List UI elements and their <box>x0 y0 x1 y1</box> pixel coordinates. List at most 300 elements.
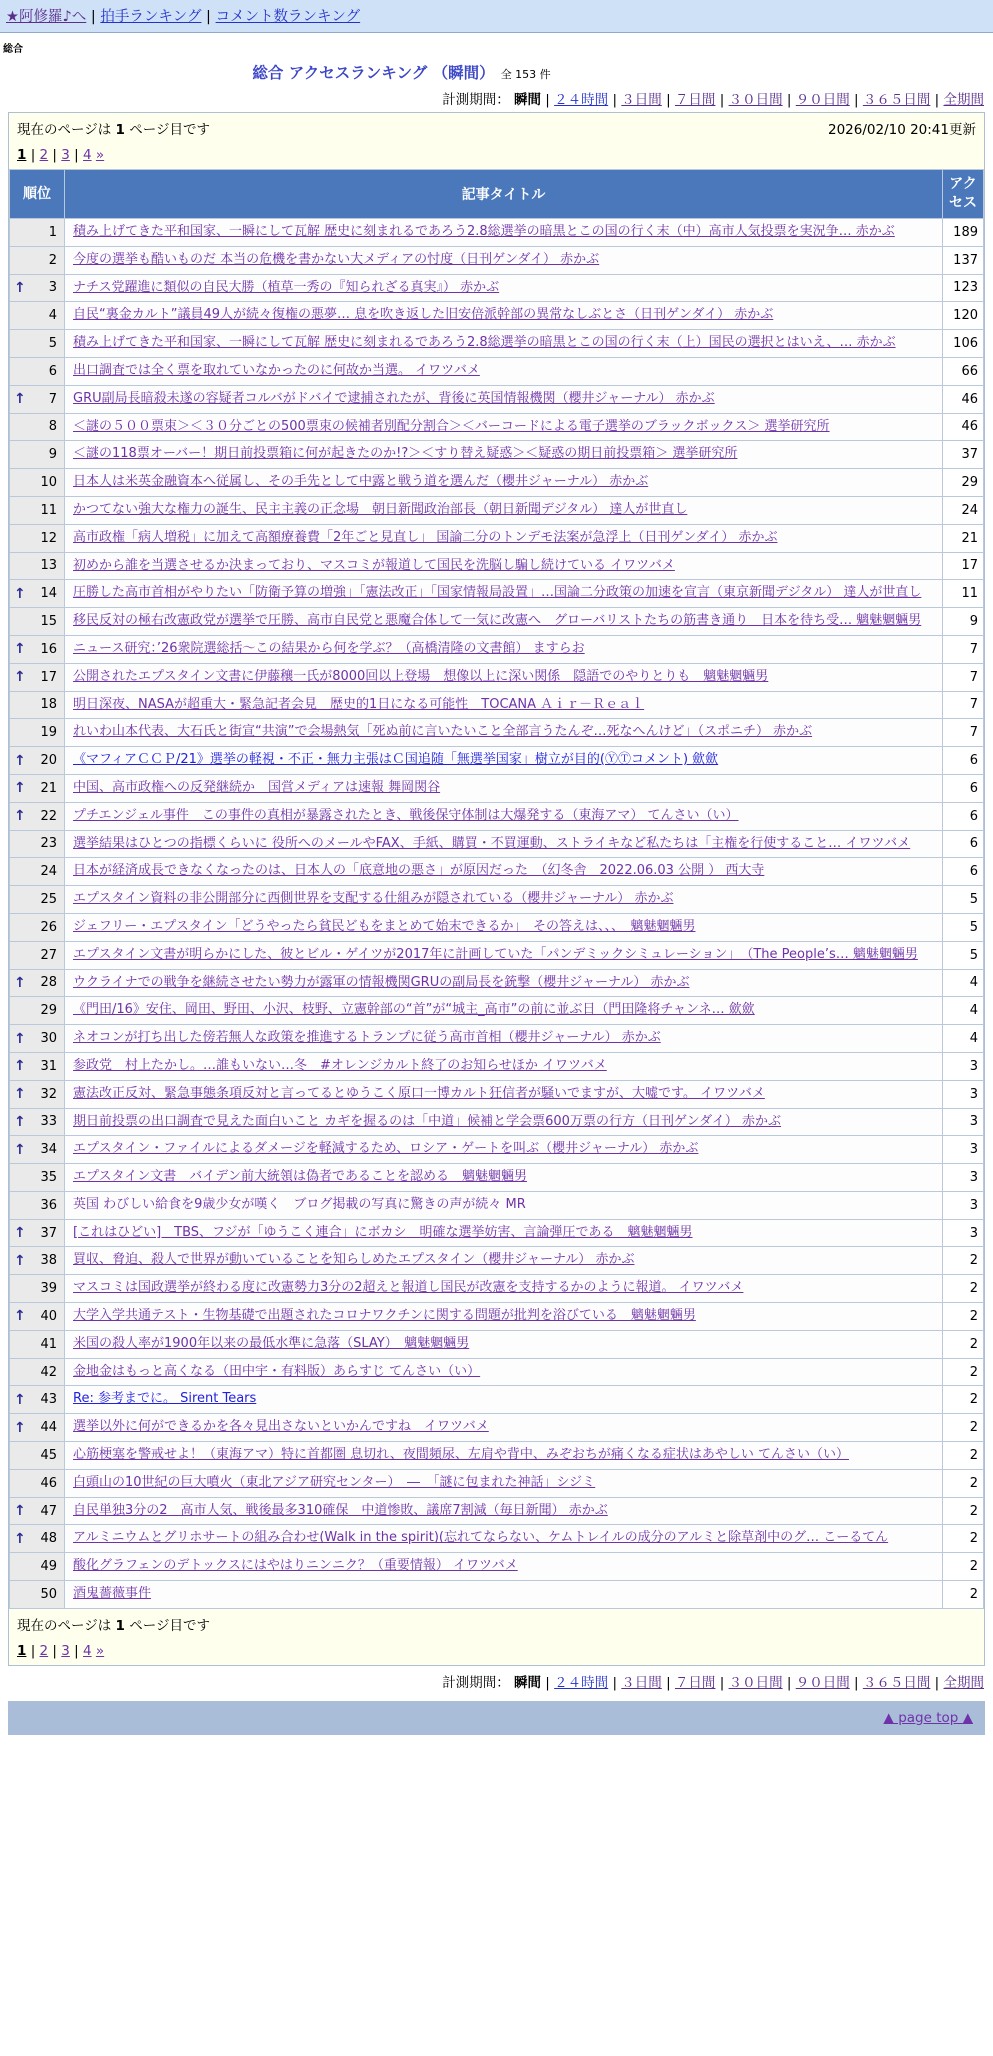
article-link[interactable]: 憲法改正反対、緊急事態条項反対と言ってるとゆうこく原口一博カルト狂信者が騒いでますが、大嘘です。 イワツバメ <box>73 1085 765 1101</box>
access-count: 6 <box>943 858 984 886</box>
rank-cell <box>10 1164 65 1192</box>
rank-cell <box>10 1553 65 1581</box>
article-link[interactable]: アルミニウムとグリホサートの組み合わせ(Walk in the spirit)(忘れてならない、ケムトレイルの成分のアルミと除草剤中のグ… こーるてん <box>73 1530 889 1546</box>
table-row <box>10 385 984 413</box>
table-row <box>10 1080 984 1108</box>
pagination-next[interactable]: » <box>95 147 105 163</box>
article-link[interactable]: エプスタイン文書 バイデン前大統領は偽者であることを認める 魑魅魍魎男 <box>73 1169 527 1185</box>
rank-number: 34 <box>40 1142 57 1158</box>
separator: | <box>782 1674 796 1691</box>
article-link[interactable]: ニュース研究：’26衆院選総括～この結果から何を学ぶ？（高橋清隆の文書館） ますらお <box>73 640 585 656</box>
article-link[interactable]: 出口調査では全く票を取れていなかったのに何故か当選。 イワツバメ <box>73 362 480 378</box>
rank-up-icon: ↑ <box>14 1058 26 1075</box>
rank-cell <box>10 385 65 413</box>
period-link-6[interactable]: ３６５日間 <box>862 92 931 108</box>
access-count: 4 <box>943 969 984 997</box>
rank-up-icon: ↑ <box>14 1391 26 1408</box>
rank-number: 25 <box>40 892 57 908</box>
rank-number: 23 <box>40 836 57 852</box>
rank-cell <box>10 635 65 663</box>
table-row <box>10 1108 984 1136</box>
article-link[interactable]: 白頭山の10世紀の巨大噴火（東北アジア研究センター） ― 「謎に包まれた神話」シジミ <box>73 1474 596 1490</box>
article-link[interactable]: 米国の殺人率が1900年以来の最低水準に急落（SLAY） 魑魅魍魎男 <box>73 1335 470 1351</box>
article-link[interactable]: 選挙結果はひとつの指標くらいに 役所へのメールやFAX、手紙、購買・不買運動、ストライキなど私たちは「主権を行使すること… イワツバメ <box>73 835 911 851</box>
rank-number: 28 <box>40 975 57 991</box>
separator: | <box>69 147 84 163</box>
table-row <box>10 524 984 552</box>
rank-number: 11 <box>40 502 57 518</box>
table-row <box>10 357 984 385</box>
article-title-cell <box>65 1191 943 1219</box>
table-row <box>10 858 984 886</box>
article-link[interactable]: ネオコンが打ち出した傍若無人な政策を推進するトランプに従う高市首相（櫻井ジャーナル） 赤かぶ <box>73 1030 661 1046</box>
article-link[interactable]: 日本人は米英金融資本へ従属し、その手先として中露と戦う道を選んだ（櫻井ジャーナル） 赤かぶ <box>73 474 649 490</box>
table-row <box>10 302 984 330</box>
article-link[interactable]: 自民“裏金カルト”議員49人が続々復権の悪夢… 息を吹き返した旧安倍派幹部の異常なしぶとさ（日刊ゲンダイ） 赤かぶ <box>73 307 774 323</box>
access-count: 4 <box>943 1025 984 1053</box>
article-title-cell <box>65 580 943 608</box>
article-link[interactable]: エプスタイン資料の非公開部分に西側世界を支配する仕組みが隠されている（櫻井ジャーナル） 赤かぶ <box>73 891 674 907</box>
rank-number: 42 <box>40 1364 57 1380</box>
rank-up-icon: ↑ <box>14 974 26 991</box>
article-title-cell <box>65 1553 943 1581</box>
access-count: 2 <box>943 1442 984 1470</box>
access-count: 4 <box>943 997 984 1025</box>
column-header-access: アクセス <box>943 170 984 219</box>
article-title-cell <box>65 441 943 469</box>
table-row <box>10 691 984 719</box>
rank-up-icon: ↑ <box>14 641 26 658</box>
table-row <box>10 1303 984 1331</box>
rank-cell <box>10 691 65 719</box>
page-info-bottom <box>9 1609 984 1665</box>
table-row <box>10 580 984 608</box>
rank-cell <box>10 1358 65 1386</box>
table-row <box>10 1497 984 1525</box>
rank-number: 39 <box>40 1281 57 1297</box>
rank-up-icon: ↑ <box>14 1225 26 1242</box>
rank-cell <box>10 1080 65 1108</box>
article-title-cell <box>65 1275 943 1303</box>
rank-cell <box>10 246 65 274</box>
article-title-cell <box>65 1080 943 1108</box>
access-count: 106 <box>943 330 984 358</box>
table-row <box>10 1219 984 1247</box>
access-count: 3 <box>943 1219 984 1247</box>
article-title-cell <box>65 719 943 747</box>
rank-cell <box>10 1330 65 1358</box>
top-nav-bar <box>0 0 993 33</box>
rank-cell <box>10 1525 65 1553</box>
table-row <box>10 1358 984 1386</box>
article-link[interactable]: 《門田/16》安住、岡田、野田、小沢、枝野、立憲幹部の“首”が“城主_高市”の前に並ぶ日（門田隆将チャンネ… 歛歛 <box>73 1002 755 1018</box>
rank-cell <box>10 330 65 358</box>
article-link[interactable]: 日本が経済成長できなくなったのは、日本人の「底意地の悪さ」が原因だった （幻冬舎 2022.06.03 公開 ） 西大寺 <box>73 863 765 879</box>
article-title-cell <box>65 802 943 830</box>
table-row <box>10 246 984 274</box>
rank-cell <box>10 580 65 608</box>
article-title-cell <box>65 1581 943 1609</box>
article-link[interactable]: エプスタイン文書が明らかにした、彼とビル・ゲイツが2017年に計画していた「パンデミックシミュレーション」 （The People’s… 魑魅魍魎男 <box>73 946 918 962</box>
article-title-cell <box>65 608 943 636</box>
access-count: 3 <box>943 1191 984 1219</box>
separator: | <box>26 147 40 163</box>
table-row <box>10 830 984 858</box>
article-link[interactable]: 中国、高市政権への反発継続か 国営メディアは速報 舞岡関谷 <box>73 779 441 795</box>
pagination-next[interactable]: » <box>95 1642 105 1659</box>
rank-cell <box>10 524 65 552</box>
rank-number: 36 <box>40 1197 57 1213</box>
rank-cell <box>10 1108 65 1136</box>
pagination-page-2[interactable]: 2 <box>39 147 49 163</box>
period-link-5[interactable]: ９０日間 <box>795 1674 850 1691</box>
article-title-cell <box>65 941 943 969</box>
table-row <box>10 469 984 497</box>
rank-cell <box>10 1581 65 1609</box>
article-link[interactable]: かつてない強大な権力の誕生、民主主義の正念場 朝日新聞政治部長（朝日新聞デジタル） 達人が世直し <box>73 501 688 517</box>
topbar-link-2[interactable]: 拍手ランキング <box>100 9 202 25</box>
period-link-4[interactable]: ３０日間 <box>728 1674 783 1691</box>
separator: | <box>48 1642 62 1659</box>
access-count: 7 <box>943 691 984 719</box>
access-count: 5 <box>943 913 984 941</box>
article-title-cell <box>65 413 943 441</box>
rank-up-icon: ↑ <box>14 669 26 686</box>
rank-number: 8 <box>48 419 57 435</box>
period-link-2[interactable]: ３日間 <box>621 92 662 108</box>
article-link[interactable]: 高市政権「病人増税」に加えて高額療養費「2年ごと見直し」 国論二分のトンデモ法案が急浮上（日刊ゲンダイ） 赤かぶ <box>73 529 778 545</box>
period-link-3[interactable]: ７日間 <box>674 92 716 108</box>
period-link-5[interactable]: ９０日間 <box>795 92 850 108</box>
rank-number: 48 <box>40 1531 57 1547</box>
article-link[interactable]: 圧勝した高市首相がやりたい「防衛予算の増強」「憲法改正」「国家情報局設置」…国論二分政策の加速を宣言（東京新聞デジタル） 達人が世直し <box>73 585 922 601</box>
access-count: 6 <box>943 830 984 858</box>
article-link[interactable]: 積み上げてきた平和国家、一瞬にして瓦解 歴史に刻まれるであろう2.8総選挙の暗黒とこの国の行く末（上）国民の選択とはいえ、… 赤かぶ <box>73 335 896 351</box>
access-count: 120 <box>943 302 984 330</box>
table-row <box>10 1247 984 1275</box>
article-title-cell <box>65 774 943 802</box>
rank-number: 14 <box>40 586 57 602</box>
access-count: 2 <box>943 1581 984 1609</box>
period-link-2[interactable]: ３日間 <box>621 1674 662 1691</box>
page-info-top <box>9 113 984 169</box>
access-count: 17 <box>943 552 984 580</box>
article-link[interactable]: 今度の選挙も酷いものだ 本当の危機を書かない大メディアの忖度（日刊ゲンダイ） 赤かぶ <box>73 251 600 267</box>
article-title-cell <box>65 496 943 524</box>
period-current: 瞬間 <box>514 1674 542 1691</box>
topbar-link-1[interactable]: ★阿修羅♪へ <box>6 9 87 25</box>
access-count: 3 <box>943 1164 984 1192</box>
article-title-cell <box>65 1442 943 1470</box>
article-link[interactable]: ＜謎の５００票束＞＜３０分ごとの500票束の候補者別配分割合＞＜バーコードによる電子選挙のブラックボックス＞ 選挙研究所 <box>73 418 830 434</box>
article-title-cell <box>65 1414 943 1442</box>
rank-cell <box>10 496 65 524</box>
article-link[interactable]: 明日深夜、NASAが超重大・緊急記者会見 歴史的1日になる可能性 TOCANA Ａｉｒ－Ｒｅａｌ <box>73 696 645 712</box>
separator: | <box>930 1674 944 1691</box>
rank-number: 9 <box>48 447 57 463</box>
article-link[interactable]: 英国 わびしい給食を9歳少女が嘆く ブログ掲載の写真に驚きの声が続々 MR <box>73 1196 526 1212</box>
article-link[interactable]: ＜謎の118票オーバー！期日前投票箱に何が起きたのか!?＞＜すり替え疑惑＞＜疑惑の期日前投票箱＞ 選挙研究所 <box>73 446 738 462</box>
page-info-line <box>17 118 976 138</box>
pagination-current: 1 <box>17 147 27 163</box>
table-row <box>10 1330 984 1358</box>
article-link[interactable]: 心筋梗塞を警戒せよ！（東海アマ）特に首都圏 息切れ、夜間頻尿、左肩や背中、みぞおちが痛くなる症状はあやしい てんさい（い） <box>73 1447 850 1463</box>
rank-up-icon: ↑ <box>14 585 26 602</box>
pagination-current: 1 <box>17 1642 27 1659</box>
rank-cell <box>10 1025 65 1053</box>
rank-number: 19 <box>40 725 57 741</box>
access-count: 2 <box>943 1303 984 1331</box>
table-row <box>10 1386 984 1414</box>
rank-cell <box>10 357 65 385</box>
article-link[interactable]: 参政党 村上たかし。…誰もいない…冬 #オレンジカルト終了のお知らせほか イワツバメ <box>73 1057 607 1073</box>
pagination-page-3[interactable]: 3 <box>61 1642 70 1659</box>
table-row <box>10 330 984 358</box>
rank-number: 3 <box>48 280 57 296</box>
rank-up-icon: ↑ <box>14 808 26 825</box>
rank-number: 46 <box>40 1475 57 1491</box>
article-title-cell <box>65 691 943 719</box>
article-title-cell <box>65 357 943 385</box>
table-row <box>10 941 984 969</box>
article-link[interactable]: 初めから誰を当選させるか決まっており、マスコミが報道して国民を洗脳し騙し続けている イワツバメ <box>73 557 675 573</box>
access-count: 189 <box>943 219 984 247</box>
article-title-cell <box>65 1052 943 1080</box>
article-title-cell <box>65 858 943 886</box>
article-link[interactable]: プチエンジェル事件 この事件の真相が暴露されたとき、戦後保守体制は大爆発する（東海アマ） てんさい（い） <box>73 807 739 823</box>
article-title-cell <box>65 1469 943 1497</box>
article-title-cell <box>65 469 943 497</box>
rank-number: 44 <box>40 1420 57 1436</box>
article-link[interactable]: 金地金はもっと高くなる（田中宇・有料版）あらすじ てんさい（い） <box>73 1363 481 1379</box>
article-title-cell <box>65 1247 943 1275</box>
rank-cell <box>10 274 65 302</box>
table-row <box>10 635 984 663</box>
column-header-title: 記事タイトル <box>65 170 943 219</box>
separator: | <box>661 92 675 108</box>
article-link[interactable]: マスコミは国政選挙が終わる度に改憲勢力3分の2超えと報道し国民が改憲を支持するかのように報道。 イワツバメ <box>73 1280 744 1296</box>
rank-cell <box>10 1219 65 1247</box>
pagination <box>17 1643 976 1659</box>
rank-cell <box>10 1442 65 1470</box>
table-row <box>10 1136 984 1164</box>
table-row <box>10 997 984 1025</box>
separator: | <box>69 1642 84 1659</box>
separator: | <box>782 92 796 108</box>
ranking-table <box>9 169 984 1609</box>
updated-timestamp: 2026/02/10 20:41更新 <box>827 122 976 138</box>
access-count: 123 <box>943 274 984 302</box>
period-label: 計測期間： <box>442 1674 515 1691</box>
rank-cell <box>10 886 65 914</box>
access-count: 9 <box>943 608 984 636</box>
rank-number: 29 <box>40 1003 57 1019</box>
page-info-line <box>17 1614 976 1634</box>
article-link[interactable]: エプスタイン・ファイルによるダメージを軽減するため、ロシア・ゲートを叫ぶ（櫻井ジャーナル） 赤かぶ <box>73 1141 699 1157</box>
period-link-4[interactable]: ３０日間 <box>728 92 783 108</box>
rank-number: 32 <box>40 1086 57 1102</box>
pagination-page-2[interactable]: 2 <box>39 1642 49 1659</box>
rank-number: 41 <box>40 1336 57 1352</box>
article-title-cell <box>65 246 943 274</box>
rank-up-icon: ↑ <box>14 1030 26 1047</box>
rank-cell <box>10 913 65 941</box>
rank-cell <box>10 997 65 1025</box>
period-link-1[interactable]: ２４時間 <box>554 1674 609 1691</box>
table-row <box>10 1191 984 1219</box>
article-link[interactable]: GRU副局長暗殺未遂の容疑者コルバがドバイで逮捕されたが、背後に英国情報機関（櫻井ジャーナル） 赤かぶ <box>73 390 715 406</box>
rank-cell <box>10 1052 65 1080</box>
rank-number: 30 <box>40 1031 57 1046</box>
article-link[interactable]: 買収、脅迫、殺人で世界が動いていることを知らしめたエプスタイン（櫻井ジャーナル） 赤かぶ <box>73 1252 635 1268</box>
rank-cell <box>10 1247 65 1275</box>
rank-number: 7 <box>48 391 57 407</box>
separator: | <box>715 92 729 108</box>
rank-number: 6 <box>48 363 57 379</box>
pagination-page-4[interactable]: 4 <box>83 1642 92 1659</box>
table-row <box>10 1469 984 1497</box>
separator: | <box>608 92 622 108</box>
article-link[interactable]: 公開されたエプスタイン文書に伊藤穰一氏が8000回以上登場 想像以上に深い関係 隠語でのやりとりも 魑魅魍魎男 <box>73 668 769 684</box>
access-count: 2 <box>943 1497 984 1525</box>
article-title-cell <box>65 524 943 552</box>
rank-cell <box>10 858 65 886</box>
article-title-cell <box>65 1108 943 1136</box>
access-count: 3 <box>943 1052 984 1080</box>
rank-up-icon: ↑ <box>14 279 26 296</box>
table-row <box>10 1275 984 1303</box>
table-row <box>10 1414 984 1442</box>
article-link[interactable]: 酸化グラフェンのデトックスにはやはりニンニク？（重要情報） イワツバメ <box>73 1558 518 1574</box>
article-link[interactable]: ウクライナでの戦争を継続させたい勢力が露軍の情報機関GRUの副局長を銃撃（櫻井ジャーナル） 赤かぶ <box>73 974 690 990</box>
article-title-cell <box>65 886 943 914</box>
article-link[interactable]: れいわ山本代表、大石氏と街宣“共演”で会場熱気「死ぬ前に言いたいこと全部言うたんぞ…死なへんけど」（スポニチ） 赤かぶ <box>73 724 813 740</box>
article-link[interactable]: 選挙以外に何ができるかを各々見出さないといかんですね イワツバメ <box>73 1419 489 1435</box>
article-title-cell <box>65 1136 943 1164</box>
article-link[interactable]: ジェフリー・エプスタイン「どうやったら貧民どもをまとめて始末できるか」 その答えは、、、 魑魅魍魎男 <box>73 918 696 934</box>
article-title-cell <box>65 1303 943 1331</box>
access-count: 21 <box>943 524 984 552</box>
period-link-6[interactable]: ３６５日間 <box>862 1674 931 1691</box>
rank-number: 37 <box>40 1225 57 1241</box>
article-title-cell <box>65 302 943 330</box>
article-link[interactable]: 期日前投票の出口調査で見えた面白いこと カギを握るのは「中道」候補と学会票600万票の行方（日刊ゲンダイ） 赤かぶ <box>73 1113 782 1129</box>
separator: | <box>608 1674 622 1691</box>
access-count: 46 <box>943 413 984 441</box>
article-title-cell <box>65 1386 943 1414</box>
access-count: 2 <box>943 1525 984 1553</box>
table-row <box>10 608 984 636</box>
access-count: 7 <box>943 719 984 747</box>
pagination-page-4[interactable]: 4 <box>83 147 92 163</box>
article-link[interactable]: [これはひどい] TBS、フジが「ゆうこく連合」にボカシ 明確な選挙妨害、言論弾圧である 魑魅魍魎男 <box>73 1224 693 1240</box>
rank-number: 47 <box>40 1503 57 1519</box>
article-link[interactable]: 酒鬼薔薇事件 <box>73 1586 152 1602</box>
rank-cell <box>10 552 65 580</box>
total-count-badge: 全 153 件 <box>500 68 551 81</box>
article-title-cell <box>65 1358 943 1386</box>
access-count: 2 <box>943 1330 984 1358</box>
table-row <box>10 1442 984 1470</box>
period-nav-bottom <box>0 1671 984 1691</box>
article-title-cell <box>65 663 943 691</box>
rank-cell <box>10 1414 65 1442</box>
separator: | <box>661 1674 675 1691</box>
ranking-panel <box>8 112 985 1666</box>
table-row <box>10 441 984 469</box>
article-link[interactable]: Re: 参考までに。 Sirent Tears <box>73 1391 257 1407</box>
rank-cell <box>10 719 65 747</box>
article-link[interactable]: 自民単独3分の2 高市人気、戦後最多310確保 中道惨敗、議席7割減（毎日新聞） 赤かぶ <box>73 1502 608 1518</box>
article-title-cell <box>65 913 943 941</box>
access-count: 46 <box>943 385 984 413</box>
table-row <box>10 774 984 802</box>
pagination-page-3[interactable]: 3 <box>61 147 70 163</box>
period-link-7[interactable]: 全期間 <box>943 1674 984 1691</box>
access-count: 3 <box>943 1080 984 1108</box>
table-row <box>10 1052 984 1080</box>
access-count: 3 <box>943 1108 984 1136</box>
period-link-1[interactable]: ２４時間 <box>554 92 609 108</box>
access-count: 2 <box>943 1275 984 1303</box>
separator: | <box>48 147 62 163</box>
article-link[interactable]: 移民反対の極右改憲政党が選挙で圧勝、高市自民党と悪魔合体して一気に改憲へ グローバリストたちの筋書き通り 日本を待ち受… 魑魅魍魎男 <box>73 613 922 629</box>
rank-number: 27 <box>40 947 57 963</box>
rank-up-icon: ↑ <box>14 752 26 769</box>
article-link[interactable]: 積み上げてきた平和国家、一瞬にして瓦解 歴史に刻まれるであろう2.8総選挙の暗黒とこの国の行く末（中）高市人気投票を実況争… 赤かぶ <box>73 224 895 239</box>
table-row <box>10 913 984 941</box>
rank-up-icon: ↑ <box>14 1086 26 1103</box>
table-row <box>10 274 984 302</box>
page-top-link[interactable]: ▲ page top ▲ <box>883 1709 973 1726</box>
rank-number: 49 <box>40 1559 57 1575</box>
rank-number: 35 <box>40 1169 57 1185</box>
period-link-7[interactable]: 全期間 <box>943 92 984 108</box>
table-row <box>10 719 984 747</box>
current-page-number: 1 <box>115 122 125 138</box>
title-line <box>0 61 803 83</box>
table-row <box>10 413 984 441</box>
rank-cell <box>10 1497 65 1525</box>
rank-cell <box>10 1191 65 1219</box>
current-page-number: 1 <box>115 1617 125 1634</box>
rank-cell <box>10 219 65 247</box>
article-title-cell <box>65 1330 943 1358</box>
article-link[interactable]: ナチス党躍進に類似の自民大勝（植草一秀の『知られざる真実』） 赤かぶ <box>73 279 500 295</box>
article-link[interactable]: 《マフィアＣＣＰ/21》選挙の軽視・不正・無力主張はＣ国追随「無選挙国家」樹立が目的(ⓎⓉコメント) 歛歛 <box>73 752 719 768</box>
period-link-3[interactable]: ７日間 <box>674 1674 716 1691</box>
rank-number: 38 <box>40 1253 57 1269</box>
article-title-cell <box>65 1164 943 1192</box>
rank-cell <box>10 1386 65 1414</box>
article-link[interactable]: 大学入学共通テスト・生物基礎で出題されたコロナワクチンに関する問題が批判を浴びている 魑魅魍魎男 <box>73 1308 696 1324</box>
rank-number: 17 <box>40 669 57 685</box>
rank-up-icon: ↑ <box>14 1113 26 1130</box>
rank-up-icon: ↑ <box>14 1530 26 1547</box>
topbar-link-3[interactable]: コメント数ランキング <box>215 9 361 25</box>
rank-cell <box>10 469 65 497</box>
rank-cell <box>10 802 65 830</box>
article-title-cell <box>65 747 943 775</box>
access-count: 24 <box>943 496 984 524</box>
article-title-cell <box>65 1219 943 1247</box>
access-count: 3 <box>943 1136 984 1164</box>
table-row <box>10 1553 984 1581</box>
access-count: 7 <box>943 663 984 691</box>
table-row <box>10 663 984 691</box>
article-title-cell <box>65 1525 943 1553</box>
rank-up-icon: ↑ <box>14 391 26 408</box>
